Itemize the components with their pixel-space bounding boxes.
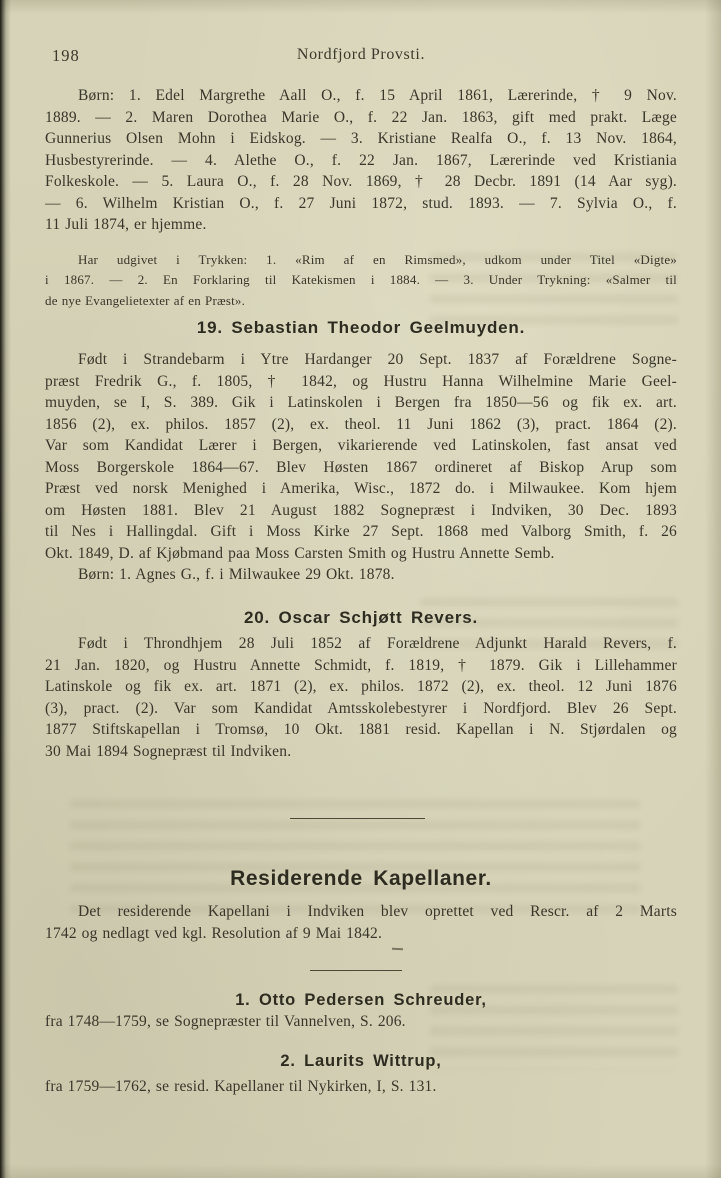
text-line: de nye Evangelietexter af en Præst».: [45, 292, 246, 308]
text-line: præst Fredrik G., f. 1805, † 1842, og Hustru Hanna Wilhelmine Marie Geel-: [45, 372, 677, 390]
paragraph-geelmuyden-children: [45, 564, 677, 586]
text-line: om Høsten 1881. Blev 21 August 1882 Sognepræst i Indviken, 30 Dec. 1893: [45, 501, 677, 519]
page-number: 198: [52, 46, 80, 65]
paragraph-kapellani-note: [45, 901, 677, 944]
section-divider-rule: [310, 970, 402, 971]
text-line: Født i Strandebarm i Ytre Hardanger 20 Sept. 1837 af Forældrene Sogne-: [78, 351, 677, 368]
text-line: 1856 (2), ex. philos. 1857 (2), ex. theol. 11 Juni 1862 (3), pract. 1864 (2).: [45, 415, 677, 433]
text-line: Okt. 1849, D. af Kjøbmand paa Moss Carsten Smith og Hustru Annette Semb.: [45, 544, 555, 562]
entry-heading-revers: 20. Oscar Schjøtt Revers.: [243, 608, 479, 627]
text-line: (3), pract. (2). Var som Kandidat Amtsskolebestyrer i Nordfjord. Blev 26 Sept.: [45, 699, 677, 717]
text-line: Børn: 1. Edel Margrethe Aall O., f. 15 April 1861, Lærerinde, † 9 Nov.: [78, 87, 677, 104]
section-divider-rule: [290, 818, 425, 819]
text-line: 1877 Stiftskapellan i Tromsø, 10 Okt. 1881 resid. Kapellan i N. Stjørdalen og: [45, 721, 677, 738]
text-line: 11 Juli 1874, er hjemme.: [45, 216, 207, 233]
text-line: 30 Mai 1894 Sognepræst til Indviken.: [45, 742, 292, 760]
paragraph-revers-bio: [45, 633, 677, 762]
text-line: 1742 og nedlagt ved kgl. Resolution af 9 Mai 1842.: [45, 924, 383, 942]
running-title: Nordfjord Provsti.: [296, 46, 426, 63]
section-title-residerende-kapellaner: Residerende Kapellaner.: [230, 867, 492, 890]
entry-reference-wittrup: fra 1759—1762, se resid. Kapellaner til Nykirken, I, S. 131.: [45, 1078, 437, 1095]
text-line: Var som Kandidat Lærer i Bergen, vikarierende ved Latinskolen, fast ansat ved: [45, 437, 677, 454]
paragraph-geelmuyden-bio: [45, 349, 677, 564]
text-line: 21 Jan. 1820, og Hustru Annette Schmidt, f. 1819, † 1879. Gik i Lillehammer: [45, 656, 677, 674]
text-line: Folkeskole. — 5. Laura O., f. 28 Nov. 1869, † 28 Decbr. 1891 (14 Aar syg).: [45, 173, 677, 190]
text-line: i 1867. — 2. En Forklaring til Katekismen i 1884. — 3. Under Trykning: «Salmer til: [45, 272, 677, 288]
text-line: Det residerende Kapellani i Indviken blev oprettet ved Rescr. af 2 Marts: [78, 903, 677, 920]
text-line: til Nes i Hallingdal. Gift i Moss Kirke 27 Sept. 1868 med Valborg Smith, f. 26: [45, 523, 677, 540]
paragraph-children-list: [45, 85, 677, 236]
entry-heading-schreuder: 1. Otto Pedersen Schreuder,: [235, 991, 487, 1009]
paragraph-publications-petit: [45, 250, 677, 311]
text-line: Født i Throndhjem 28 Juli 1852 af Forældrene Adjunkt Harald Revers, f.: [78, 635, 677, 652]
ink-smudge: [392, 948, 403, 950]
text-line: Præst ved norsk Menighed i Amerika, Wisc., 1872 do. i Milwaukee. Kom hjem: [45, 480, 677, 497]
entry-reference-schreuder: fra 1748—1759, se Sognepræster til Vannelven, S. 206.: [45, 1013, 406, 1030]
entry-heading-geelmuyden: 19. Sebastian Theodor Geelmuyden.: [196, 318, 526, 337]
text-line: — 6. Wilhelm Kristian O., f. 27 Juni 1872, stud. 1893. — 7. Sylvia O., f.: [45, 194, 677, 212]
text-line: Latinskole og fik ex. art. 1871 (2), ex. philos. 1872 (2), ex. theol. 12 Juni 1876: [45, 678, 677, 695]
text-line: Moss Borgerskole 1864—67. Blev Høsten 1867 ordineret af Biskop Arup som: [45, 458, 677, 476]
text-line: 1889. — 2. Maren Dorothea Marie O., f. 22 Jan. 1863, gift med prakt. Læge: [45, 108, 677, 126]
entry-heading-wittrup: 2. Laurits Wittrup,: [280, 1052, 442, 1070]
text-line: Børn: 1. Agnes G., f. i Milwaukee 29 Okt. 1878.: [78, 566, 395, 583]
text-line: Husbestyrerinde. — 4. Alethe O., f. 22 Jan. 1867, Lærerinde ved Kristiania: [45, 151, 677, 169]
text-line: muyden, se I, S. 389. Gik i Latinskolen i Bergen fra 1850—56 og fik ex. art.: [45, 394, 677, 411]
text-line: Gunnerius Olsen Mohn i Eidskog. — 3. Kristiane Realfa O., f. 13 Nov. 1864,: [45, 130, 677, 147]
text-line: Har udgivet i Trykken: 1. «Rim af en Rimsmed», udkom under Titel «Digte»: [78, 252, 677, 267]
